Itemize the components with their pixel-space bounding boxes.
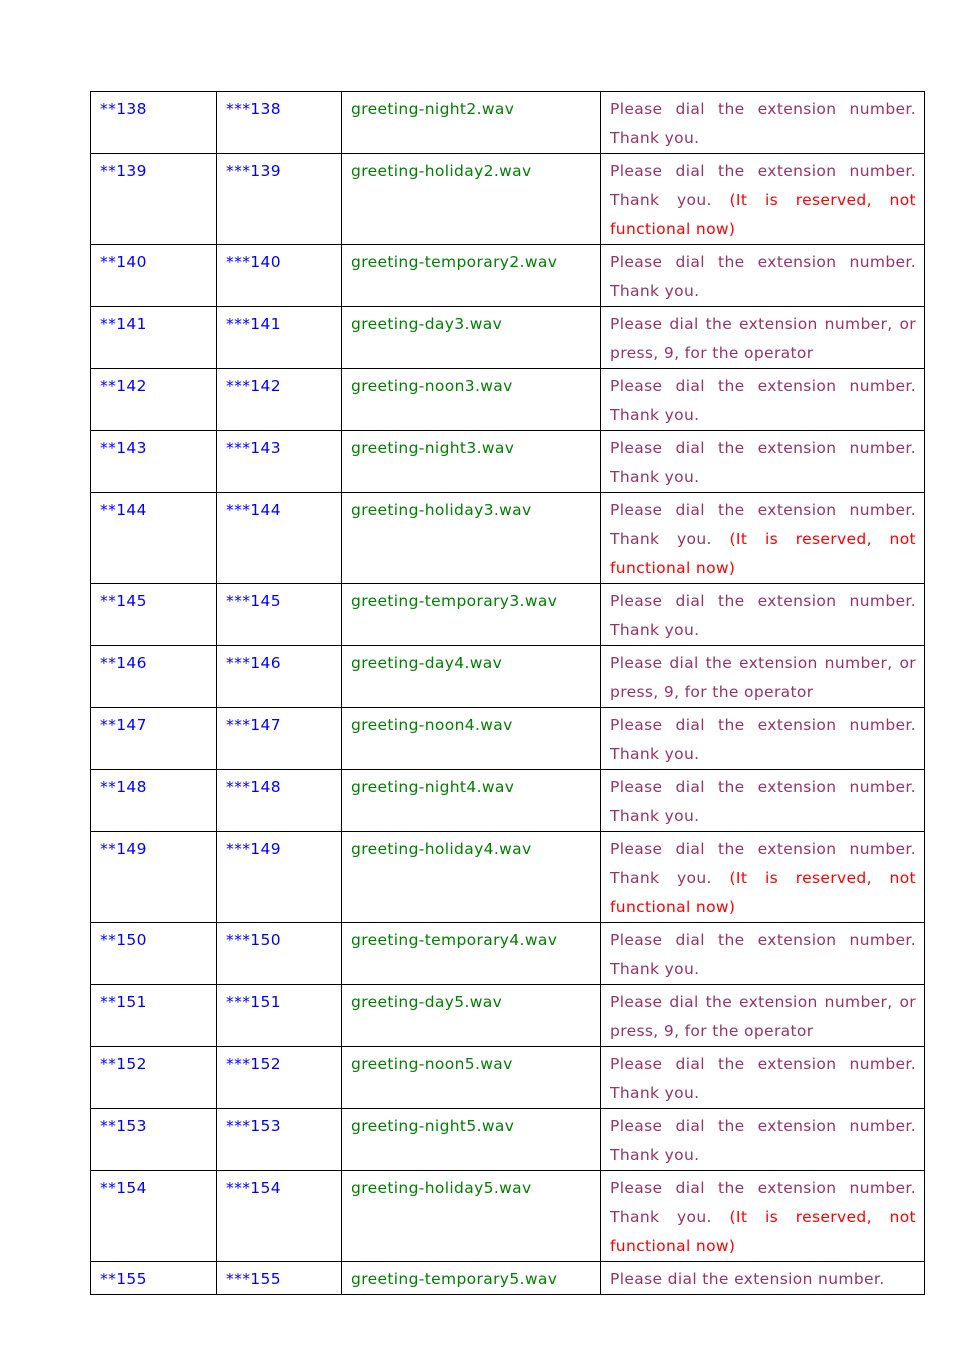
prompt-message-cell-text: Please dial the extension number. Thank you. bbox=[610, 1055, 916, 1102]
star3-code-cell bbox=[217, 369, 342, 431]
star3-code-cell bbox=[217, 646, 342, 708]
star2-code-cell bbox=[91, 708, 217, 770]
table-body bbox=[91, 92, 925, 1295]
prompt-message-cell-text: Please dial the extension number. Thank you. bbox=[610, 931, 916, 978]
star2-code-cell-text: **151 bbox=[100, 993, 147, 1011]
table-row bbox=[91, 1047, 925, 1109]
prompt-message-cell bbox=[601, 770, 925, 832]
star2-code-cell-text: **140 bbox=[100, 253, 147, 271]
star2-code-cell-text: **153 bbox=[100, 1117, 147, 1135]
prompt-message-cell bbox=[601, 245, 925, 307]
prompt-message-cell bbox=[601, 307, 925, 369]
star2-code-cell-text: **138 bbox=[100, 100, 147, 118]
table-row bbox=[91, 584, 925, 646]
star2-code-cell bbox=[91, 1262, 217, 1295]
star2-code-cell-text: **150 bbox=[100, 931, 147, 949]
star3-code-cell-text: ***147 bbox=[226, 716, 281, 734]
star2-code-cell bbox=[91, 493, 217, 584]
star2-code-cell-text: **145 bbox=[100, 592, 147, 610]
star2-code-cell bbox=[91, 985, 217, 1047]
wav-file-cell bbox=[342, 245, 601, 307]
wav-file-cell bbox=[342, 1109, 601, 1171]
prompt-message-cell bbox=[601, 369, 925, 431]
prompt-message-cell bbox=[601, 1109, 925, 1171]
wav-file-cell bbox=[342, 770, 601, 832]
star3-code-cell-text: ***138 bbox=[226, 100, 281, 118]
star3-code-cell-text: ***154 bbox=[226, 1179, 281, 1197]
wav-file-cell bbox=[342, 646, 601, 708]
star3-code-cell-text: ***140 bbox=[226, 253, 281, 271]
prompt-message-cell-text: Please dial the extension number. Thank you. bbox=[610, 501, 916, 548]
table-row bbox=[91, 369, 925, 431]
wav-file-cell bbox=[342, 307, 601, 369]
star2-code-cell-text: **146 bbox=[100, 654, 147, 672]
table-row bbox=[91, 985, 925, 1047]
prompt-message-cell bbox=[601, 985, 925, 1047]
star2-code-cell-text: **143 bbox=[100, 439, 147, 457]
star3-code-cell bbox=[217, 154, 342, 245]
reserved-note: (It is reserved, not functional now) bbox=[610, 191, 916, 238]
wav-file-cell-text: greeting-holiday5.wav bbox=[351, 1179, 532, 1197]
star3-code-cell bbox=[217, 431, 342, 493]
star2-code-cell bbox=[91, 92, 217, 154]
prompt-message-cell-text: Please dial the extension number, or press, 9, for the operator bbox=[610, 315, 916, 362]
prompt-message-cell-text: Please dial the extension number. Thank you. bbox=[610, 716, 916, 763]
prompt-message-cell bbox=[601, 584, 925, 646]
prompt-message-cell bbox=[601, 708, 925, 770]
star2-code-cell-text: **142 bbox=[100, 377, 147, 395]
table-row bbox=[91, 493, 925, 584]
star3-code-cell bbox=[217, 1047, 342, 1109]
prompt-message-cell-text: Please dial the extension number. Thank you. bbox=[610, 840, 916, 887]
star3-code-cell bbox=[217, 770, 342, 832]
prompt-message-cell bbox=[601, 1171, 925, 1262]
table-row bbox=[91, 1109, 925, 1171]
wav-file-cell bbox=[342, 431, 601, 493]
star2-code-cell-text: **152 bbox=[100, 1055, 147, 1073]
wav-file-cell bbox=[342, 1047, 601, 1109]
star3-code-cell-text: ***142 bbox=[226, 377, 281, 395]
star3-code-cell-text: ***143 bbox=[226, 439, 281, 457]
star2-code-cell bbox=[91, 923, 217, 985]
reserved-note: (It is reserved, not functional now) bbox=[610, 869, 916, 916]
star2-code-cell-text: **147 bbox=[100, 716, 147, 734]
star3-code-cell-text: ***149 bbox=[226, 840, 281, 858]
prompt-message-cell bbox=[601, 923, 925, 985]
star2-code-cell bbox=[91, 431, 217, 493]
table-row bbox=[91, 708, 925, 770]
star3-code-cell-text: ***150 bbox=[226, 931, 281, 949]
star2-code-cell bbox=[91, 307, 217, 369]
star3-code-cell-text: ***151 bbox=[226, 993, 281, 1011]
star3-code-cell bbox=[217, 832, 342, 923]
prompt-message-cell-text: Please dial the extension number. Thank you. bbox=[610, 100, 916, 147]
prompt-message-cell bbox=[601, 431, 925, 493]
prompt-message-cell bbox=[601, 1262, 925, 1295]
wav-file-cell bbox=[342, 985, 601, 1047]
table-row bbox=[91, 307, 925, 369]
star3-code-cell-text: ***141 bbox=[226, 315, 281, 333]
wav-file-cell-text: greeting-temporary4.wav bbox=[351, 931, 558, 949]
star3-code-cell-text: ***144 bbox=[226, 501, 281, 519]
star2-code-cell bbox=[91, 1109, 217, 1171]
star2-code-cell-text: **154 bbox=[100, 1179, 147, 1197]
star2-code-cell-text: **144 bbox=[100, 501, 147, 519]
star2-code-cell bbox=[91, 154, 217, 245]
star3-code-cell-text: ***139 bbox=[226, 162, 281, 180]
wav-file-cell bbox=[342, 923, 601, 985]
prompt-message-cell bbox=[601, 1047, 925, 1109]
star2-code-cell bbox=[91, 832, 217, 923]
reserved-note: (It is reserved, not functional now) bbox=[610, 1208, 916, 1255]
star3-code-cell-text: ***145 bbox=[226, 592, 281, 610]
star3-code-cell bbox=[217, 92, 342, 154]
wav-file-cell bbox=[342, 832, 601, 923]
prompt-message-cell-text: Please dial the extension number. Thank you. bbox=[610, 1117, 916, 1164]
star3-code-cell bbox=[217, 985, 342, 1047]
star2-code-cell-text: **139 bbox=[100, 162, 147, 180]
star3-code-cell bbox=[217, 1262, 342, 1295]
wav-file-cell bbox=[342, 1262, 601, 1295]
prompt-message-cell-text: Please dial the extension number. Thank you. bbox=[610, 162, 916, 209]
wav-file-cell bbox=[342, 708, 601, 770]
wav-file-cell-text: greeting-night3.wav bbox=[351, 439, 515, 457]
wav-file-cell bbox=[342, 1171, 601, 1262]
star2-code-cell-text: **148 bbox=[100, 778, 147, 796]
wav-file-cell-text: greeting-temporary3.wav bbox=[351, 592, 558, 610]
prompt-message-cell-text: Please dial the extension number, or press, 9, for the operator bbox=[610, 654, 916, 701]
prompt-message-cell-text: Please dial the extension number. Thank you. bbox=[610, 377, 916, 424]
prompt-message-cell bbox=[601, 154, 925, 245]
wav-file-cell-text: greeting-noon4.wav bbox=[351, 716, 513, 734]
star3-code-cell bbox=[217, 1109, 342, 1171]
wav-file-cell bbox=[342, 493, 601, 584]
star3-code-cell bbox=[217, 307, 342, 369]
star2-code-cell bbox=[91, 369, 217, 431]
wav-file-cell-text: greeting-holiday2.wav bbox=[351, 162, 532, 180]
wav-file-cell-text: greeting-temporary5.wav bbox=[351, 1270, 558, 1288]
star2-code-cell bbox=[91, 245, 217, 307]
prompt-message-cell bbox=[601, 832, 925, 923]
wav-file-cell-text: greeting-noon5.wav bbox=[351, 1055, 513, 1073]
star2-code-cell bbox=[91, 646, 217, 708]
star2-code-cell bbox=[91, 584, 217, 646]
wav-file-cell bbox=[342, 92, 601, 154]
table-row bbox=[91, 923, 925, 985]
star3-code-cell bbox=[217, 923, 342, 985]
star3-code-cell-text: ***155 bbox=[226, 1270, 281, 1288]
star2-code-cell bbox=[91, 770, 217, 832]
prompt-message-cell-text: Please dial the extension number. Thank you. bbox=[610, 592, 916, 639]
wav-file-cell bbox=[342, 154, 601, 245]
prompt-message-cell bbox=[601, 646, 925, 708]
star2-code-cell bbox=[91, 1171, 217, 1262]
table-row bbox=[91, 92, 925, 154]
table-row bbox=[91, 1262, 925, 1295]
prompt-message-cell-text: Please dial the extension number. bbox=[610, 1270, 885, 1288]
prompt-message-cell-text: Please dial the extension number. Thank you. bbox=[610, 439, 916, 486]
table-row bbox=[91, 1171, 925, 1262]
star3-code-cell-text: ***148 bbox=[226, 778, 281, 796]
prompt-message-cell-text: Please dial the extension number. Thank you. bbox=[610, 1179, 916, 1226]
star2-code-cell bbox=[91, 1047, 217, 1109]
star3-code-cell bbox=[217, 493, 342, 584]
wav-file-cell bbox=[342, 584, 601, 646]
star3-code-cell-text: ***152 bbox=[226, 1055, 281, 1073]
star2-code-cell-text: **155 bbox=[100, 1270, 147, 1288]
table-row bbox=[91, 646, 925, 708]
star3-code-cell-text: ***146 bbox=[226, 654, 281, 672]
table-row bbox=[91, 770, 925, 832]
wav-file-cell-text: greeting-day5.wav bbox=[351, 993, 503, 1011]
prompt-message-cell-text: Please dial the extension number. Thank you. bbox=[610, 778, 916, 825]
wav-file-cell-text: greeting-day3.wav bbox=[351, 315, 503, 333]
star2-code-cell-text: **141 bbox=[100, 315, 147, 333]
reserved-note: (It is reserved, not functional now) bbox=[610, 530, 916, 577]
table-row bbox=[91, 431, 925, 493]
greeting-code-table bbox=[90, 91, 925, 1295]
wav-file-cell-text: greeting-holiday3.wav bbox=[351, 501, 532, 519]
star3-code-cell bbox=[217, 584, 342, 646]
wav-file-cell-text: greeting-noon3.wav bbox=[351, 377, 513, 395]
wav-file-cell-text: greeting-night2.wav bbox=[351, 100, 515, 118]
star2-code-cell-text: **149 bbox=[100, 840, 147, 858]
wav-file-cell-text: greeting-temporary2.wav bbox=[351, 253, 558, 271]
prompt-message-cell-text: Please dial the extension number, or press, 9, for the operator bbox=[610, 993, 916, 1040]
prompt-message-cell bbox=[601, 92, 925, 154]
star3-code-cell bbox=[217, 708, 342, 770]
prompt-message-cell bbox=[601, 493, 925, 584]
table-row bbox=[91, 832, 925, 923]
wav-file-cell-text: greeting-holiday4.wav bbox=[351, 840, 532, 858]
star3-code-cell bbox=[217, 1171, 342, 1262]
wav-file-cell-text: greeting-day4.wav bbox=[351, 654, 503, 672]
table-row bbox=[91, 154, 925, 245]
prompt-message-cell-text: Please dial the extension number. Thank you. bbox=[610, 253, 916, 300]
wav-file-cell-text: greeting-night4.wav bbox=[351, 778, 515, 796]
star3-code-cell-text: ***153 bbox=[226, 1117, 281, 1135]
wav-file-cell-text: greeting-night5.wav bbox=[351, 1117, 515, 1135]
wav-file-cell bbox=[342, 369, 601, 431]
star3-code-cell bbox=[217, 245, 342, 307]
table-row bbox=[91, 245, 925, 307]
